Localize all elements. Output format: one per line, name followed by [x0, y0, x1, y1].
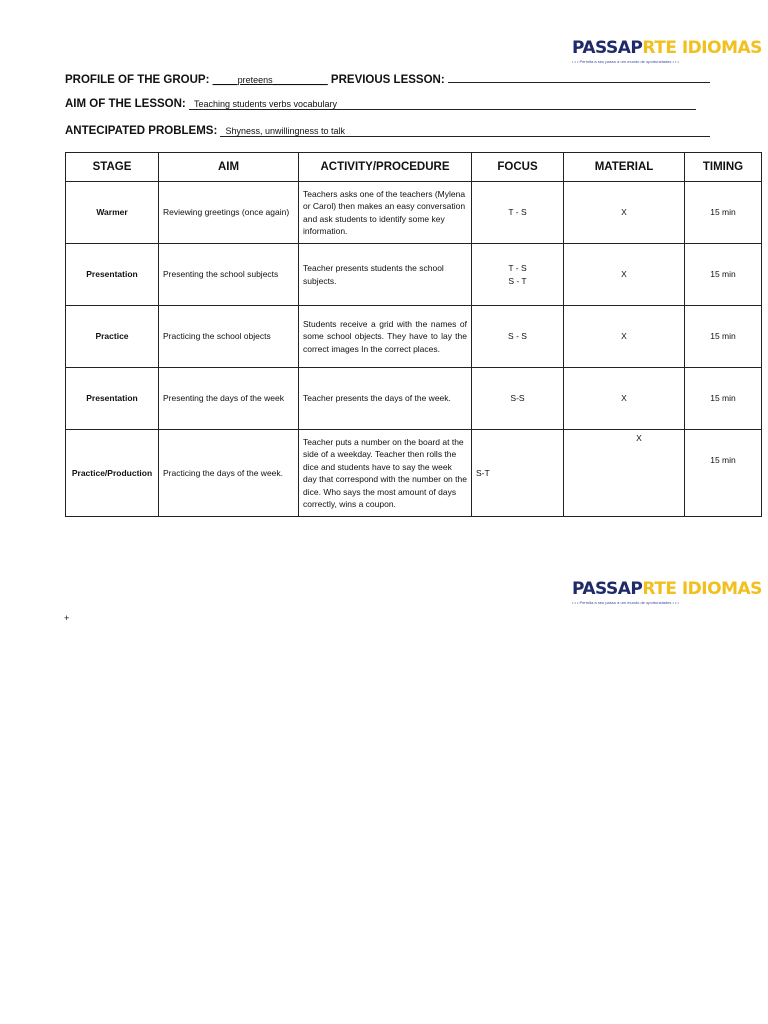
material-cell: X — [564, 430, 685, 517]
focus-line-1: T - S — [508, 263, 527, 273]
lesson-plan-table — [65, 152, 762, 517]
profile-value: _____preteens___________ — [212, 75, 328, 85]
aim-cell: Reviewing greetings (once again) — [159, 182, 299, 244]
stage-cell: Practice/Production — [66, 430, 159, 517]
logo-word-part1: PASSAP — [572, 579, 643, 599]
logo-tagline: • • • Permita a seu passo a um mundo de oportunidades • • • — [572, 59, 679, 64]
activity-cell: Students receive a grid with the names of some school objects. They have to lay the correct images In the correct places. — [299, 306, 472, 368]
aim-cell: Presenting the school subjects — [159, 244, 299, 306]
problems-line — [65, 125, 710, 137]
col-header-stage: STAGE — [66, 153, 159, 182]
aim-cell: Presenting the days of the week — [159, 368, 299, 430]
aim-cell: Practicing the days of the week. — [159, 430, 299, 517]
timing-cell: 15 min — [685, 368, 762, 430]
table-row — [66, 306, 762, 368]
footer-mark: + — [64, 613, 70, 623]
activity-cell: Teachers asks one of the teachers (Mylena or Carol) then makes an easy conversation and ask students to identify some key information. — [299, 182, 472, 244]
brand-logo — [572, 38, 762, 68]
timing-cell: 15 min — [685, 244, 762, 306]
logo-word-part2: RTE IDIOMAS — [642, 38, 762, 58]
material-cell: X — [564, 244, 685, 306]
material-cell: X — [564, 368, 685, 430]
focus-line-2: S - T — [508, 275, 527, 286]
logo-tagline: • • • Permita a seu passo a um mundo de oportunidades • • • — [572, 600, 679, 605]
problems-label: ANTECIPATED PROBLEMS: — [65, 125, 218, 137]
material-cell: X — [564, 182, 685, 244]
focus-cell — [472, 244, 564, 306]
logo-word-part2: RTE IDIOMAS — [642, 579, 762, 599]
aim-cell: Practicing the school objects — [159, 306, 299, 368]
stage-cell: Presentation — [66, 368, 159, 430]
aim-line — [65, 98, 696, 110]
problems-value: Shyness, unwillingness to talk — [220, 126, 710, 137]
timing-cell: 15 min — [685, 306, 762, 368]
timing-cell: 15 min — [685, 430, 762, 517]
focus-cell: S - S — [472, 306, 564, 368]
col-header-activity: ACTIVITY/PROCEDURE — [299, 153, 472, 182]
col-header-aim: AIM — [159, 153, 299, 182]
col-header-timing: TIMING — [685, 153, 762, 182]
aim-value: Teaching students verbs vocabulary — [189, 99, 696, 110]
material-cell: X — [564, 306, 685, 368]
activity-cell: Teacher presents the days of the week. — [299, 368, 472, 430]
profile-label: PROFILE OF THE GROUP — [65, 74, 206, 86]
focus-cell: S-T — [472, 430, 564, 517]
previous-lesson-blank — [448, 72, 710, 83]
aim-label: AIM OF THE LESSON: — [65, 98, 186, 110]
focus-cell: S-S — [472, 368, 564, 430]
previous-lesson-label: PREVIOUS LESSON: — [330, 74, 445, 86]
timing-cell: 15 min — [685, 182, 762, 244]
table-header-row — [66, 153, 762, 182]
stage-cell: Practice — [66, 306, 159, 368]
table-row — [66, 368, 762, 430]
logo-word-part1: PASSAP — [572, 38, 643, 58]
profile-line: PROFILE OF THE GROUP: _____preteens___________ PREVIOUS LESSON: — [65, 72, 710, 86]
stage-cell: Presentation — [66, 244, 159, 306]
activity-cell: Teacher puts a number on the board at the side of a weekday. Teacher then rolls the dice and students have to say the week day that correspond with the number on the dice. Who says the most amount of days correctly, wins a coupon. — [299, 430, 472, 517]
col-header-material: MATERIAL — [564, 153, 685, 182]
focus-cell: T - S — [472, 182, 564, 244]
activity-cell: Teacher presents students the school subjects. — [299, 244, 472, 306]
brand-logo-footer — [572, 579, 762, 609]
table-row — [66, 244, 762, 306]
col-header-focus: FOCUS — [472, 153, 564, 182]
table-row — [66, 182, 762, 244]
table-row — [66, 430, 762, 517]
stage-cell: Warmer — [66, 182, 159, 244]
